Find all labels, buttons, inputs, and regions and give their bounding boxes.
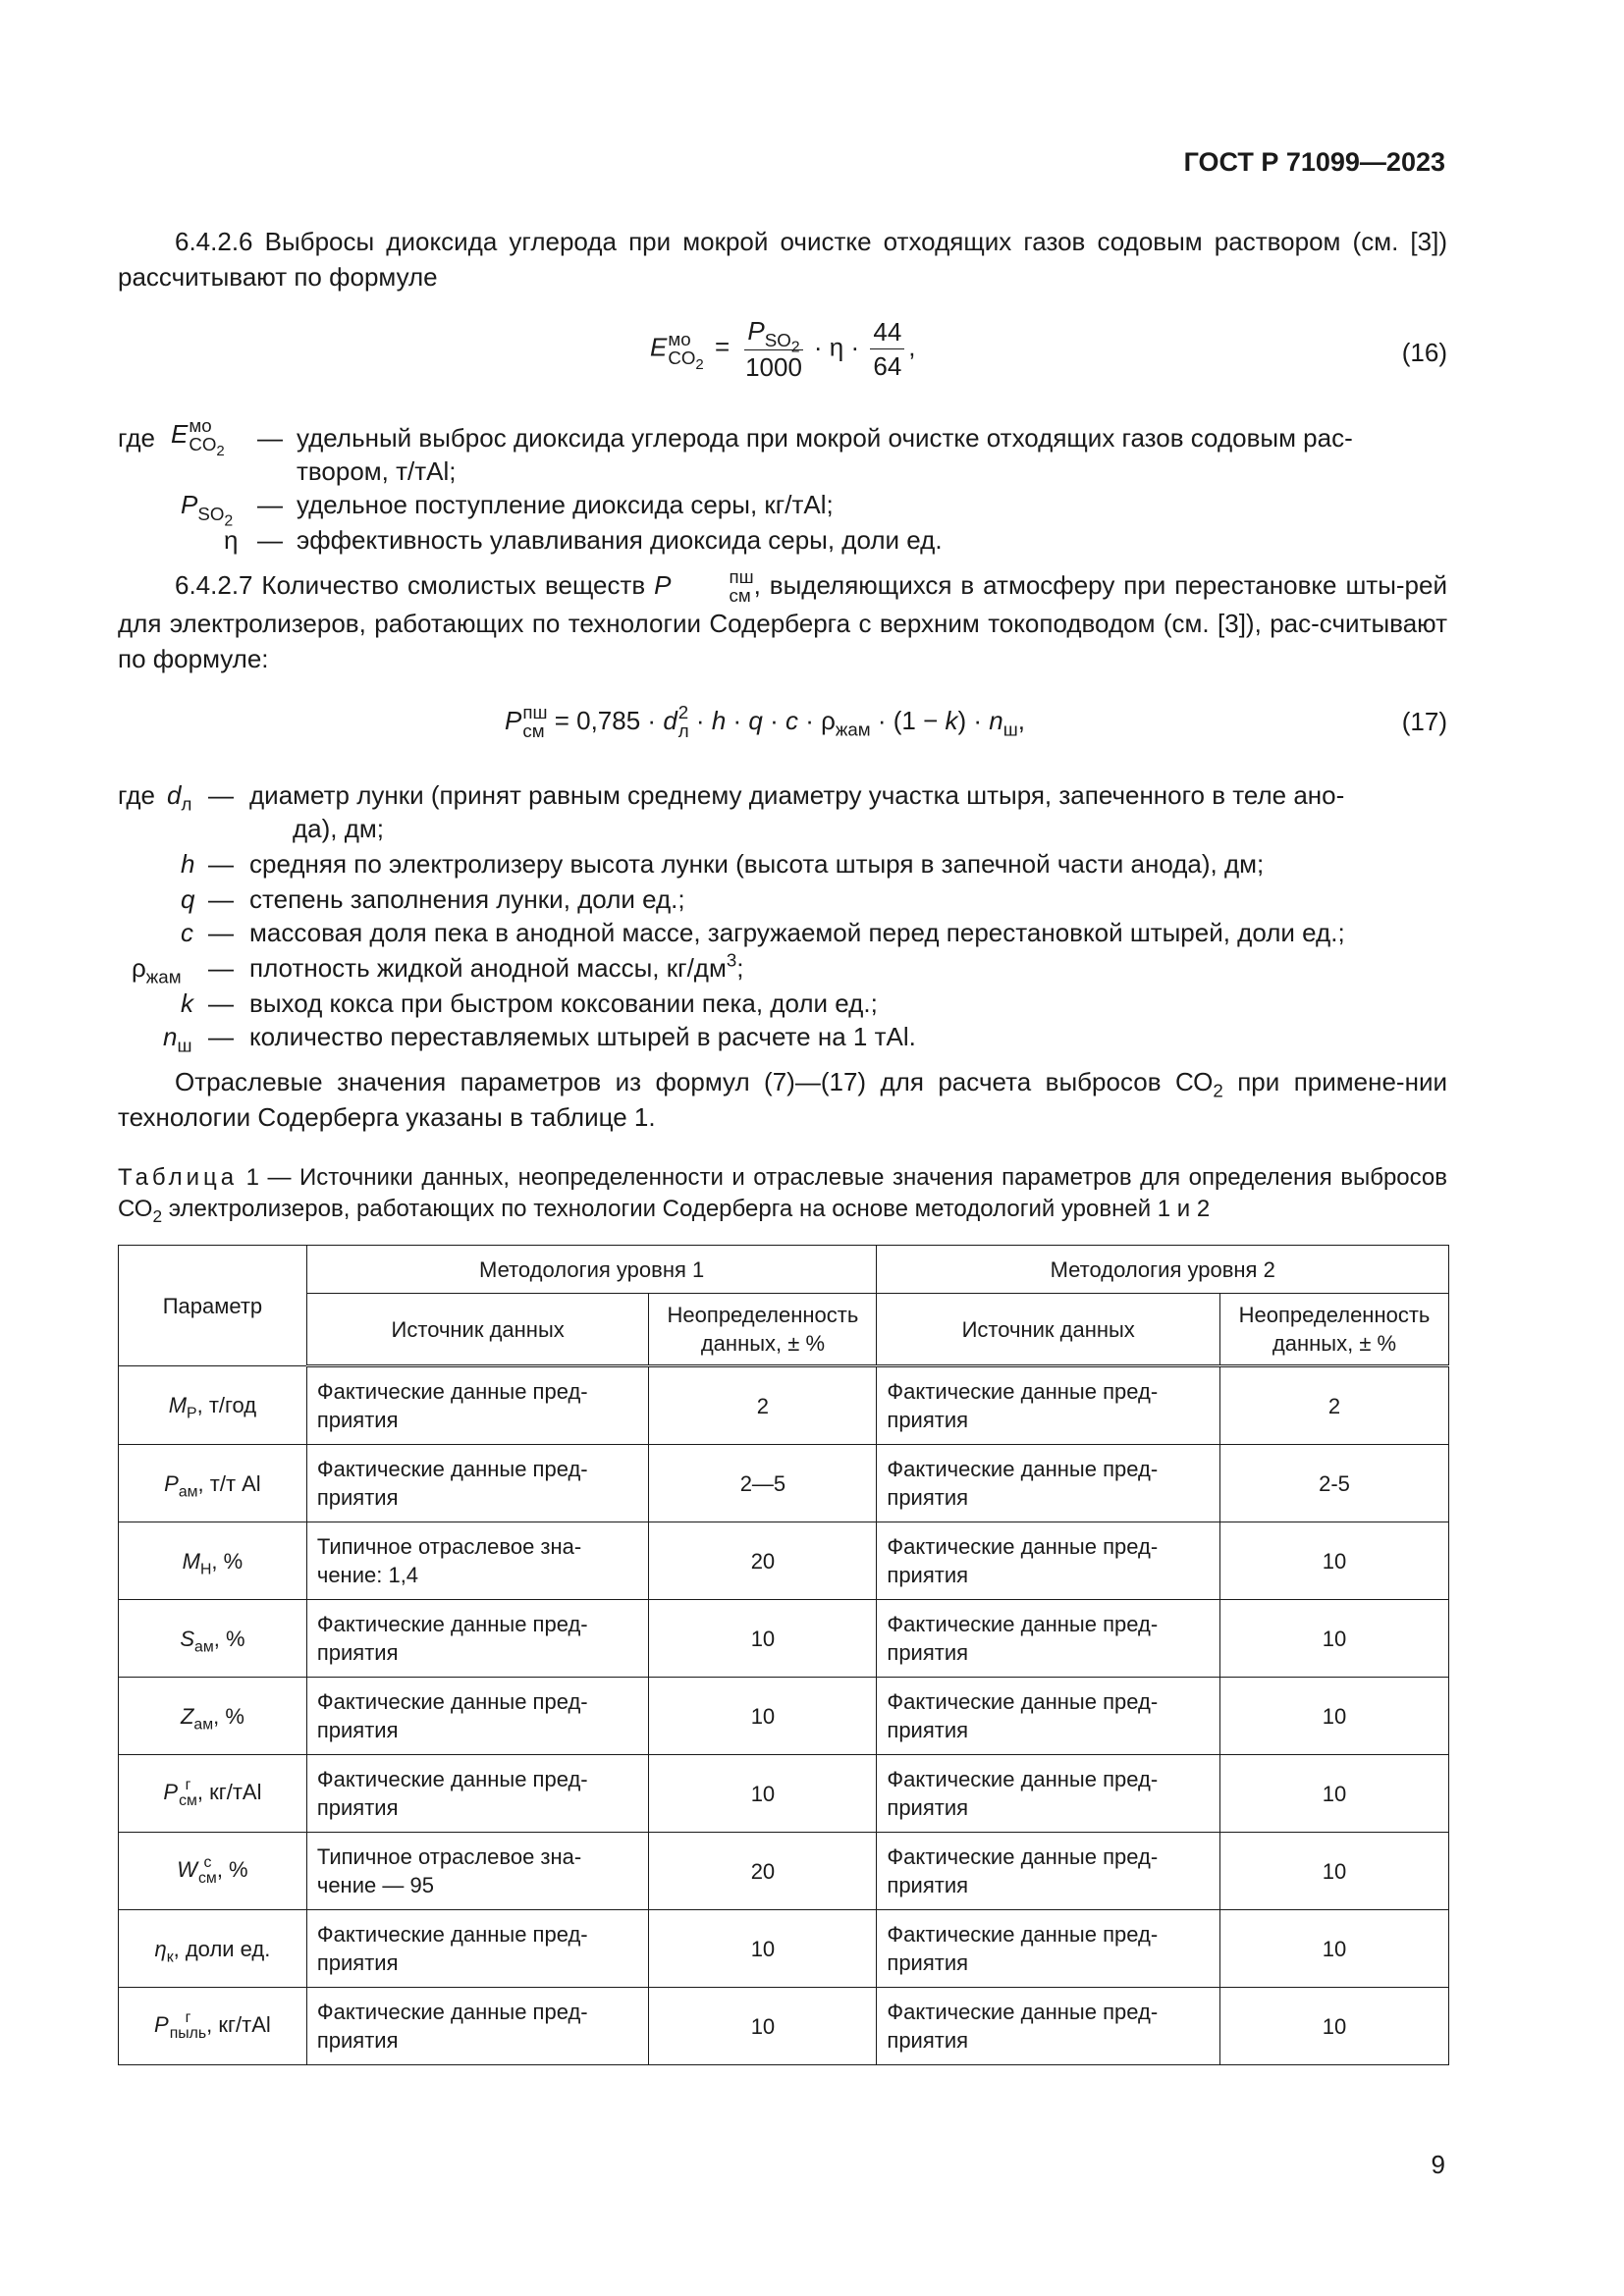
- legend-desc: [249, 950, 743, 986]
- legend-dash: —: [208, 1022, 234, 1051]
- formula16-lhs-sup: мо: [668, 328, 691, 349]
- level2-source-cell: Фактические данные пред-приятия: [877, 1522, 1220, 1600]
- level2-source-cell: Фактические данные пред-приятия: [877, 1833, 1220, 1910]
- legend-symbol-text: c: [181, 918, 193, 947]
- formula16-fraction-1: [744, 316, 802, 382]
- level1-source-cell: Фактические данные пред-приятия: [306, 1988, 649, 2065]
- param-sub: ам: [193, 1716, 214, 1734]
- level2-uncertainty-cell: 10: [1220, 1988, 1449, 2065]
- legend-symbol-e-co2: E мо $CO_2$: [171, 415, 225, 460]
- level2-source-cell: Фактические данные пред-приятия: [877, 1910, 1220, 1988]
- legend-dash: —: [208, 953, 234, 983]
- legend-symbol-text: h: [181, 849, 195, 879]
- formula16-lhs-sub2: 2: [695, 355, 704, 373]
- table-body: [119, 1366, 1449, 2065]
- param-sub: к: [166, 1949, 174, 1966]
- header-source: Источник данных: [877, 1294, 1220, 1366]
- level2-uncertainty-cell: 10: [1220, 1522, 1449, 1600]
- param-unit: , %: [213, 1703, 244, 1729]
- formula16-fraction-2: [870, 317, 904, 381]
- param-symbol: M: [168, 1393, 188, 1417]
- level2-source-cell: Фактические данные пред-приятия: [877, 1988, 1220, 2065]
- header-parameter: Параметр: [119, 1246, 307, 1366]
- param-symbol: S: [180, 1626, 195, 1651]
- table-caption-sub: 2: [152, 1206, 163, 1227]
- level1-source-cell: Фактические данные пред-приятия: [306, 1600, 649, 1678]
- legend-desc-text: плотность жидкой анодной массы, кг/дм: [249, 953, 727, 983]
- legend-symbol-d: $d_л$: [167, 780, 192, 815]
- formula16-lhs: E: [650, 332, 668, 362]
- param-symbol: M: [182, 1548, 200, 1574]
- param-cell: [119, 1522, 307, 1600]
- level2-source-cell: Фактические данные пред-приятия: [877, 1445, 1220, 1522]
- level1-uncertainty-cell: 20: [649, 1522, 877, 1600]
- paragraph-text: при примене-нии технологии Содерберга указаны в таблице 1.: [118, 1067, 1447, 1132]
- level1-uncertainty-cell: 20: [649, 1833, 877, 1910]
- legend-symbol-p-so2: $P_{SO_2}$: [181, 490, 234, 530]
- legend-desc-tail: ;: [736, 953, 744, 983]
- param-sup: г: [185, 2009, 191, 2027]
- legend-dash: —: [208, 884, 234, 914]
- param-symbol: P: [163, 1779, 179, 1804]
- param-cell: [119, 1445, 307, 1522]
- level1-uncertainty-cell: 2—5: [649, 1445, 877, 1522]
- level2-source-cell: Фактические данные пред-приятия: [877, 1678, 1220, 1755]
- level1-source-cell: Типичное отраслевое зна-чение — 95: [306, 1833, 649, 1910]
- level1-source-cell: Типичное отраслевое зна-чение: 1,4: [306, 1522, 649, 1600]
- level2-uncertainty-cell: 10: [1220, 1833, 1449, 1910]
- table-row: [119, 1678, 1449, 1755]
- formula16-legend: [118, 416, 1449, 554]
- header-level-1: Методология уровня 1: [306, 1246, 877, 1294]
- param-sup: г: [185, 1777, 191, 1794]
- formula17-d-sup: 2: [677, 702, 689, 723]
- table-caption: [118, 1162, 1447, 1225]
- legend-symbol-sub: л: [181, 793, 192, 815]
- param-cell: [119, 1910, 307, 1988]
- legend-symbol-h: [181, 846, 194, 881]
- legend-symbol-eta: η: [224, 525, 239, 555]
- formula17-d-sub: л: [677, 721, 689, 742]
- formula-17: P пш см = 0,785 · d 2 л · $h \cdot q \cdot c \cdot \rho_{жам} \cdot (1 - k) \cdot n_ш$,: [505, 702, 1025, 742]
- legend-desc: степень заполнения лунки, доли ед.;: [249, 884, 685, 914]
- legend-desc: диаметр лунки (принят равным среднему диаметру участка штыря, запеченного в теле ано-: [249, 780, 1345, 810]
- level1-uncertainty-cell: 2: [649, 1366, 877, 1445]
- legend-dash: —: [208, 918, 234, 947]
- param-sub: ам: [194, 1638, 214, 1656]
- level2-uncertainty-cell: 2: [1220, 1366, 1449, 1445]
- legend-dash: —: [257, 525, 283, 555]
- page-number: 9: [1431, 2150, 1445, 2179]
- var-sup: пш: [729, 566, 754, 588]
- legend-symbol-rho: $\rho_{жам}$: [132, 953, 182, 988]
- param-sub: Н: [199, 1561, 212, 1578]
- parameters-table: [118, 1245, 1449, 2065]
- level2-uncertainty-cell: 10: [1220, 1910, 1449, 1988]
- param-symbol: W: [177, 1856, 198, 1882]
- level2-uncertainty-cell: 2-5: [1220, 1445, 1449, 1522]
- formula16-lhs-sub: CO: [668, 347, 696, 368]
- param-cell: [119, 1755, 307, 1833]
- param-unit: , %: [216, 1856, 248, 1882]
- table-row: [119, 1445, 1449, 1522]
- formula-16: E мо $CO_2$ = $\frac{P_{SO_2}}{1000}$ · η · $\frac{44}{64}$ ,: [650, 316, 916, 383]
- table-row: [119, 1522, 1449, 1600]
- legend-desc: выход кокса при быстром коксовании пека, доли ед.;: [249, 988, 878, 1018]
- legend-symbol-text: q: [181, 884, 195, 914]
- legend-desc-sup: 3: [726, 949, 737, 971]
- level1-source-cell: Фактические данные пред-приятия: [306, 1366, 649, 1445]
- formula17-coef: = 0,785 ·: [554, 706, 657, 735]
- paragraph-6-4-2-6: 6.4.2.6 Выбросы диоксида углерода при мокрой очистке отходящих газов содовым раствором (см. [3]) рассчитывают по формуле: [118, 227, 1447, 292]
- document-code-header: ГОСТ Р 71099—2023: [1183, 147, 1445, 177]
- level2-source-cell: Фактические данные пред-приятия: [877, 1600, 1220, 1678]
- param-sub: см: [179, 1792, 197, 1810]
- where-label: где: [118, 423, 155, 453]
- legend-desc: средняя по электролизеру высота лунки (высота штыря в запечной части анода), дм;: [249, 849, 1265, 879]
- legend-symbol-n: $n_ш$: [163, 1022, 192, 1056]
- header-uncertainty: Неопределенность данных, ± %: [1220, 1294, 1449, 1366]
- param-unit: , доли ед.: [173, 1936, 271, 1961]
- level1-uncertainty-cell: 10: [649, 1600, 877, 1678]
- level2-uncertainty-cell: 10: [1220, 1600, 1449, 1678]
- param-symbol: P: [164, 1470, 179, 1496]
- legend-symbol-k: [181, 986, 193, 1021]
- table-row: [119, 1755, 1449, 1833]
- legend-dash: —: [257, 423, 283, 453]
- legend-dash: —: [208, 988, 234, 1018]
- param-sub: пыль: [169, 2025, 207, 2043]
- table-row: [119, 1833, 1449, 1910]
- formula16-num-p: P: [747, 316, 765, 346]
- legend-dash: —: [208, 849, 234, 879]
- paragraph-sub: 2: [1213, 1080, 1223, 1101]
- table-row: [119, 1988, 1449, 2065]
- legend-desc: количество переставляемых штырей в расчете на 1 тAl.: [249, 1022, 916, 1051]
- formula16-num-p-sub2: 2: [790, 339, 800, 356]
- formula17-rho-sub: жам: [835, 719, 871, 740]
- legend-symbol-sub: жам: [145, 966, 182, 988]
- industry-values-paragraph: [118, 1064, 1447, 1135]
- legend-symbol-sub: ш: [177, 1035, 192, 1056]
- param-unit: , %: [213, 1626, 245, 1651]
- where-label: где: [118, 780, 155, 810]
- level1-uncertainty-cell: 10: [649, 1910, 877, 1988]
- legend-symbol-text: k: [181, 988, 193, 1018]
- param-symbol: P: [154, 2011, 169, 2037]
- table-caption-text: электролизеров, работающих по технологии Содерберга на основе методологий уровней 1 и 2: [162, 1196, 1211, 1222]
- param-unit: , т/т Al: [197, 1470, 261, 1496]
- level1-source-cell: Фактические данные пред-приятия: [306, 1445, 649, 1522]
- formula17-lhs-sub: см: [522, 721, 545, 742]
- table-row: [119, 1366, 1449, 1445]
- paragraph-6-4-2-7: 6.4.2.7 Количество смолистых веществ P пш см , выделяющихся в атмосферу при перестановке шты-рей для электролизеров, работающих по технологии Содерберга с верхним токоподводом (см. [3]), рас-считывают по формуле:: [118, 566, 1448, 673]
- legend-symbol-c: [181, 915, 193, 950]
- table-row: [119, 1910, 1449, 1988]
- table-caption-label: Таблица: [118, 1164, 239, 1191]
- param-cell: [119, 1600, 307, 1678]
- level1-uncertainty-cell: 10: [649, 1755, 877, 1833]
- param-cell: [119, 1833, 307, 1910]
- table-row: [119, 1600, 1449, 1678]
- param-unit: , т/год: [196, 1393, 257, 1417]
- formula16-den: 1000: [745, 352, 802, 383]
- paragraph-text: , выделяющихся в атмосферу при перестановке шты-рей для электролизеров, работающих по технологии Содерберга с верхним токоподводом (см. [3]), рас-считывают по формуле:: [118, 570, 1448, 673]
- level2-source-cell: Фактические данные пред-приятия: [877, 1366, 1220, 1445]
- param-cell: [119, 1988, 307, 2065]
- header-source: Источник данных: [306, 1294, 649, 1366]
- param-symbol: η: [154, 1936, 167, 1961]
- param-symbol: Z: [180, 1703, 194, 1729]
- formula17-lhs-sup: пш: [522, 702, 548, 723]
- level1-source-cell: Фактические данные пред-приятия: [306, 1910, 649, 1988]
- legend-symbol-q: [181, 881, 194, 917]
- formula17-number: (17): [1401, 707, 1447, 736]
- legend-dash: —: [208, 780, 234, 810]
- legend-desc: эффективность улавливания диоксида серы, доли ед.: [297, 525, 943, 555]
- level1-uncertainty-cell: 10: [649, 1988, 877, 2065]
- formula16-num-p-sub: SO: [764, 329, 791, 350]
- table-subheader-row: [119, 1294, 1449, 1366]
- param-unit: , кг/тAl: [196, 1779, 262, 1804]
- param-sub: Р: [187, 1405, 197, 1422]
- legend-desc: удельный выброс диоксида углерода при мокрой очистке отходящих газов содовым рас-: [297, 423, 1353, 453]
- param-cell: [119, 1366, 307, 1445]
- legend-desc: да), дм;: [293, 814, 385, 843]
- level2-source-cell: Фактические данные пред-приятия: [877, 1755, 1220, 1833]
- header-uncertainty: Неопределенность данных, ± %: [649, 1294, 877, 1366]
- param-unit: , кг/тAl: [206, 2011, 271, 2037]
- param-sup: с: [203, 1854, 212, 1872]
- header-level-2: Методология уровня 2: [877, 1246, 1449, 1294]
- table-caption-text: 1 — Источники данных, неопределенности и отраслевые значения параметров для определения выбросов СО: [118, 1164, 1447, 1222]
- level1-source-cell: Фактические данные пред-приятия: [306, 1755, 649, 1833]
- param-sub: ам: [178, 1483, 198, 1501]
- legend-desc: массовая доля пека в анодной массе, загружаемой перед перестановкой штырей, доли ед.;: [249, 918, 1345, 947]
- param-unit: , %: [211, 1548, 244, 1574]
- var-sub: см: [729, 585, 751, 607]
- level2-uncertainty-cell: 10: [1220, 1755, 1449, 1833]
- paragraph-text: Отраслевые значения параметров из формул (7)—(17) для расчета выбросов СО: [175, 1067, 1214, 1096]
- legend-desc: удельное поступление диоксида серы, кг/тAl;: [297, 490, 834, 519]
- formula17-legend: [118, 777, 1449, 1062]
- level2-uncertainty-cell: 10: [1220, 1678, 1449, 1755]
- legend-dash: —: [257, 490, 283, 519]
- level1-source-cell: Фактические данные пред-приятия: [306, 1678, 649, 1755]
- formula16-number: (16): [1401, 338, 1447, 367]
- table-header-row: [119, 1246, 1449, 1294]
- formula16-den2: 64: [873, 351, 902, 382]
- formula17-n-sub: ш: [1002, 719, 1018, 740]
- paragraph-text: 6.4.2.7 Количество смолистых веществ: [175, 570, 655, 600]
- param-sub: см: [198, 1870, 217, 1888]
- level1-uncertainty-cell: 10: [649, 1678, 877, 1755]
- formula16-eta: η: [829, 332, 844, 362]
- legend-desc: твором, т/тAl;: [297, 456, 457, 486]
- formula16-num2: 44: [870, 317, 904, 349]
- param-cell: [119, 1678, 307, 1755]
